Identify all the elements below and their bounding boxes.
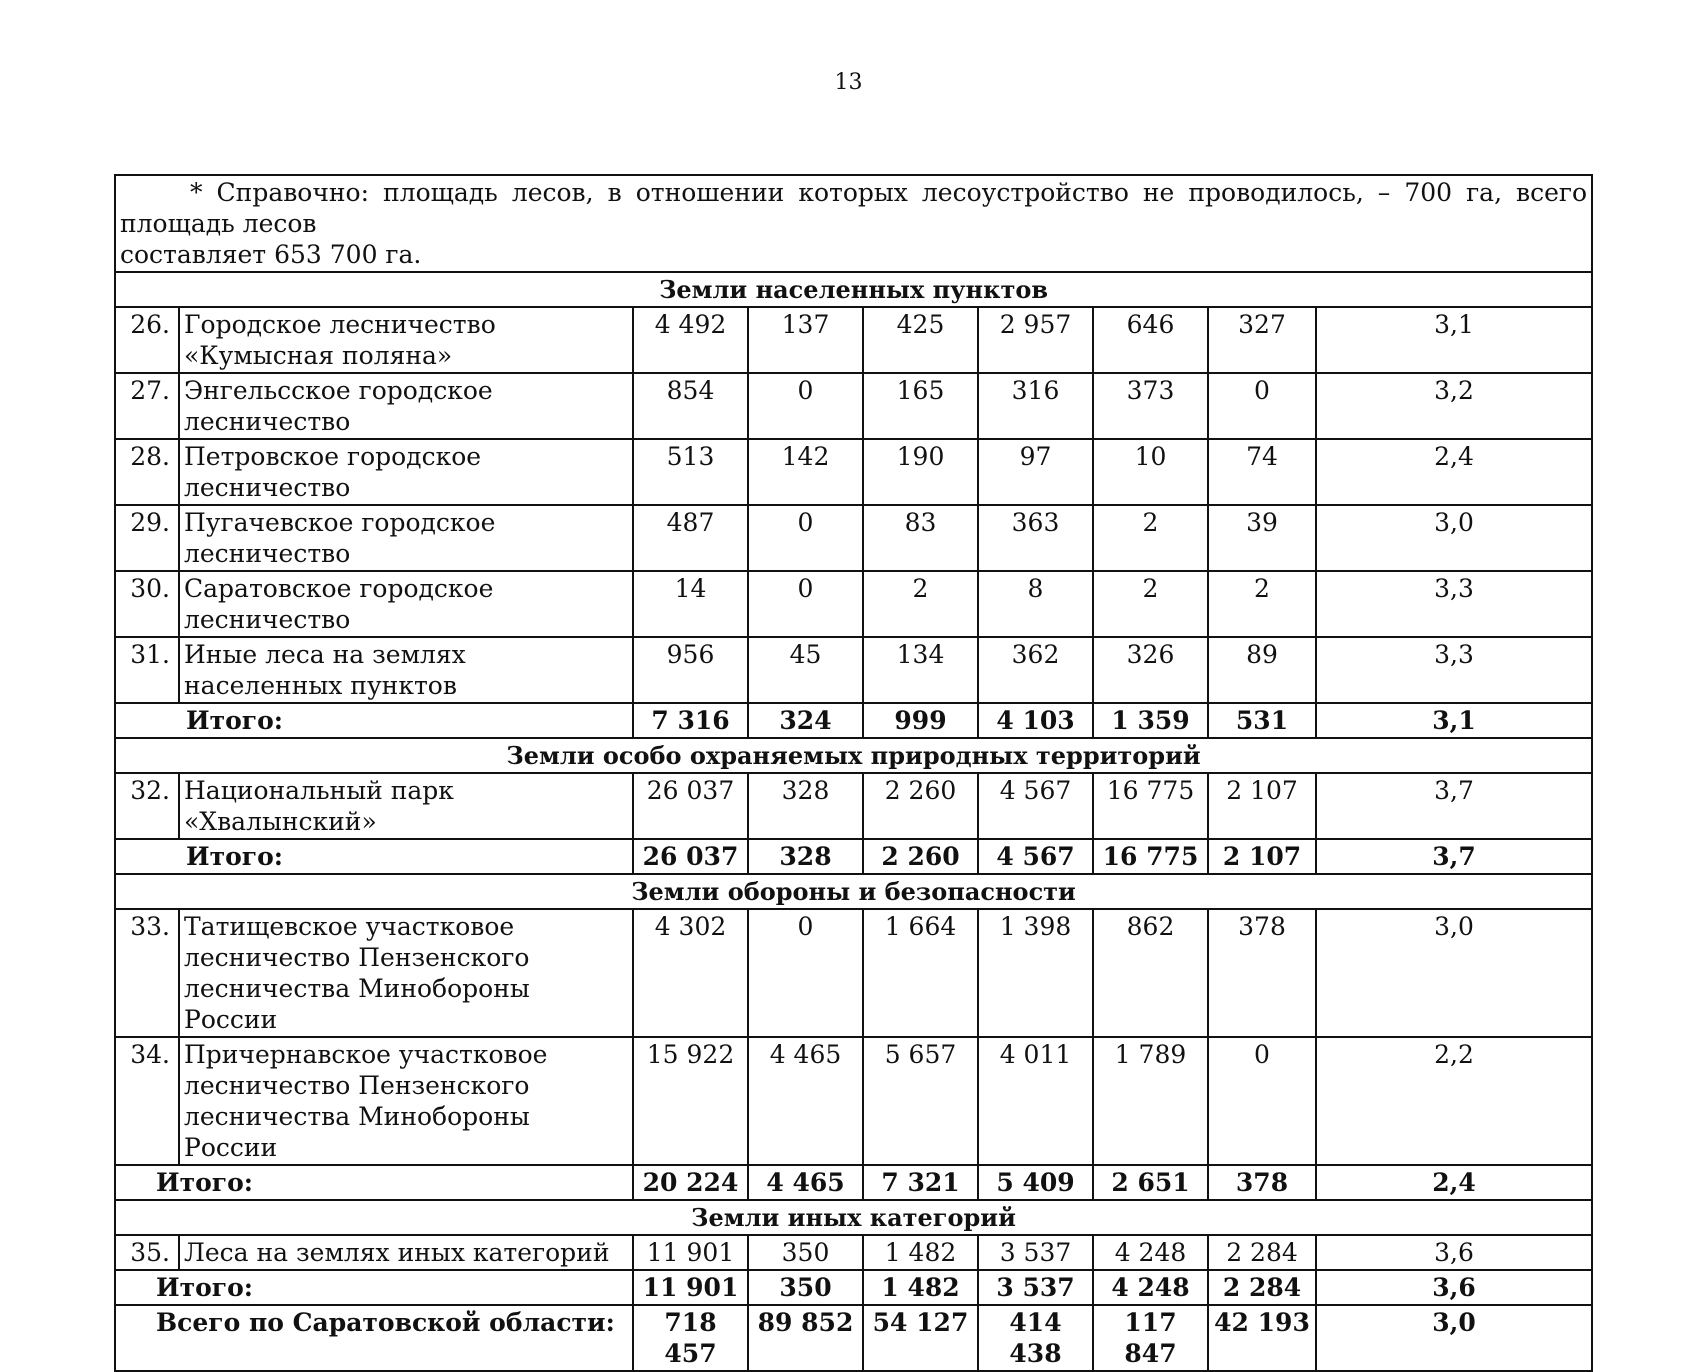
value-cell: 5 657 [863, 1037, 978, 1165]
value-cell: 190 [863, 439, 978, 505]
table-row [115, 307, 1592, 373]
value-cell: 165 [863, 373, 978, 439]
value-cell: 646 [1093, 307, 1208, 373]
page-number: 13 [834, 70, 863, 95]
forest-table [114, 174, 1593, 1372]
total-value: 350 [748, 1270, 863, 1305]
value-cell: 2 107 [1208, 773, 1316, 839]
value-cell: 854 [633, 373, 748, 439]
total-value: 4 465 [748, 1165, 863, 1200]
section-header-row [115, 738, 1592, 773]
forestry-name: Городское лесничество «Кумысная поляна» [179, 307, 633, 373]
value-cell: 11 901 [633, 1235, 748, 1270]
row-number: 31. [115, 637, 179, 703]
total-value: 3,1 [1316, 703, 1592, 738]
row-number: 30. [115, 571, 179, 637]
value-cell: 328 [748, 773, 863, 839]
value-cell: 0 [748, 373, 863, 439]
value-cell: 4 302 [633, 909, 748, 1037]
table-row [115, 505, 1592, 571]
value-cell: 316 [978, 373, 1093, 439]
total-value: 1 482 [863, 1270, 978, 1305]
grand-total-value: 718 457 [633, 1305, 748, 1371]
value-cell: 4 248 [1093, 1235, 1208, 1270]
table-row [115, 909, 1592, 1037]
section-title: Земли иных категорий [115, 1200, 1592, 1235]
value-cell: 8 [978, 571, 1093, 637]
value-cell: 14 [633, 571, 748, 637]
value-cell: 862 [1093, 909, 1208, 1037]
value-cell: 74 [1208, 439, 1316, 505]
total-value: 11 901 [633, 1270, 748, 1305]
value-cell: 0 [748, 909, 863, 1037]
total-value: 2 651 [1093, 1165, 1208, 1200]
value-cell: 4 492 [633, 307, 748, 373]
forestry-name: Леса на землях иных категорий [179, 1235, 633, 1270]
section-header-row [115, 874, 1592, 909]
grand-total-value: 89 852 [748, 1305, 863, 1371]
value-cell: 45 [748, 637, 863, 703]
value-cell: 513 [633, 439, 748, 505]
grand-total-label: Всего по Саратовской области: [115, 1305, 633, 1371]
value-cell: 3,3 [1316, 637, 1592, 703]
value-cell: 3,0 [1316, 505, 1592, 571]
total-value: 328 [748, 839, 863, 874]
value-cell: 39 [1208, 505, 1316, 571]
forestry-name: Причернавское участковое лесничество Пензенского лесничества Минобороны России [179, 1037, 633, 1165]
value-cell: 1 482 [863, 1235, 978, 1270]
table-row [115, 773, 1592, 839]
value-cell: 3,0 [1316, 909, 1592, 1037]
grand-total-value: 54 127 [863, 1305, 978, 1371]
value-cell: 83 [863, 505, 978, 571]
forestry-name: Петровское городское лесничество [179, 439, 633, 505]
section-title: Земли особо охраняемых природных территорий [115, 738, 1592, 773]
table-row [115, 1235, 1592, 1270]
row-number: 29. [115, 505, 179, 571]
total-value: 2 260 [863, 839, 978, 874]
value-cell: 2,2 [1316, 1037, 1592, 1165]
row-number: 26. [115, 307, 179, 373]
value-cell: 1 789 [1093, 1037, 1208, 1165]
value-cell: 142 [748, 439, 863, 505]
total-value: 20 224 [633, 1165, 748, 1200]
forestry-name: Энгельсское городское лесничество [179, 373, 633, 439]
value-cell: 1 664 [863, 909, 978, 1037]
total-value: 4 103 [978, 703, 1093, 738]
total-value: 3,7 [1316, 839, 1592, 874]
forestry-name: Саратовское городское лесничество [179, 571, 633, 637]
value-cell: 16 775 [1093, 773, 1208, 839]
total-value: 3 537 [978, 1270, 1093, 1305]
value-cell: 2 [1208, 571, 1316, 637]
value-cell: 26 037 [633, 773, 748, 839]
table-row [115, 1037, 1592, 1165]
value-cell: 3,6 [1316, 1235, 1592, 1270]
value-cell: 326 [1093, 637, 1208, 703]
grand-total-value: 414 438 [978, 1305, 1093, 1371]
value-cell: 2 957 [978, 307, 1093, 373]
grand-total-value: 42 193 [1208, 1305, 1316, 1371]
value-cell: 350 [748, 1235, 863, 1270]
row-number: 34. [115, 1037, 179, 1165]
value-cell: 378 [1208, 909, 1316, 1037]
total-value: 3,6 [1316, 1270, 1592, 1305]
total-row [115, 1270, 1592, 1305]
value-cell: 3,7 [1316, 773, 1592, 839]
section-title: Земли обороны и безопасности [115, 874, 1592, 909]
value-cell: 3,1 [1316, 307, 1592, 373]
grand-total-row [115, 1305, 1592, 1371]
value-cell: 2,4 [1316, 439, 1592, 505]
total-value: 2 284 [1208, 1270, 1316, 1305]
total-value: 5 409 [978, 1165, 1093, 1200]
value-cell: 3,2 [1316, 373, 1592, 439]
note-row [115, 175, 1592, 272]
total-row [115, 703, 1592, 738]
forestry-name: Иные леса на землях населенных пунктов [179, 637, 633, 703]
total-value: 7 316 [633, 703, 748, 738]
row-number: 35. [115, 1235, 179, 1270]
total-row [115, 1165, 1592, 1200]
row-number: 32. [115, 773, 179, 839]
value-cell: 2 [863, 571, 978, 637]
value-cell: 10 [1093, 439, 1208, 505]
section-header-row [115, 272, 1592, 307]
total-value: 4 248 [1093, 1270, 1208, 1305]
total-label: Итого: [115, 839, 633, 874]
value-cell: 4 567 [978, 773, 1093, 839]
note-line-1: * Справочно: площадь лесов, в отношении которых лесоустройство не проводилось, – 700 га, всего площадь лесов [120, 178, 1588, 238]
value-cell: 956 [633, 637, 748, 703]
table-row [115, 439, 1592, 505]
total-value: 2 107 [1208, 839, 1316, 874]
total-value: 324 [748, 703, 863, 738]
value-cell: 3,3 [1316, 571, 1592, 637]
forestry-name: Пугачевское городское лесничество [179, 505, 633, 571]
value-cell: 97 [978, 439, 1093, 505]
row-number: 27. [115, 373, 179, 439]
total-value: 999 [863, 703, 978, 738]
total-value: 7 321 [863, 1165, 978, 1200]
total-label: Итого: [115, 1165, 633, 1200]
value-cell: 3 537 [978, 1235, 1093, 1270]
note-line-2: составляет 653 700 га. [120, 240, 422, 269]
value-cell: 373 [1093, 373, 1208, 439]
grand-total-value: 3,0 [1316, 1305, 1592, 1371]
total-value: 531 [1208, 703, 1316, 738]
value-cell: 425 [863, 307, 978, 373]
value-cell: 1 398 [978, 909, 1093, 1037]
total-value: 4 567 [978, 839, 1093, 874]
total-row [115, 839, 1592, 874]
value-cell: 2 284 [1208, 1235, 1316, 1270]
row-number: 33. [115, 909, 179, 1037]
section-header-row [115, 1200, 1592, 1235]
total-value: 378 [1208, 1165, 1316, 1200]
value-cell: 0 [1208, 1037, 1316, 1165]
value-cell: 2 260 [863, 773, 978, 839]
note-cell [115, 175, 1592, 272]
total-value: 16 775 [1093, 839, 1208, 874]
table-row [115, 373, 1592, 439]
total-value: 2,4 [1316, 1165, 1592, 1200]
value-cell: 4 011 [978, 1037, 1093, 1165]
value-cell: 134 [863, 637, 978, 703]
value-cell: 0 [748, 571, 863, 637]
value-cell: 487 [633, 505, 748, 571]
value-cell: 89 [1208, 637, 1316, 703]
total-value: 26 037 [633, 839, 748, 874]
row-number: 28. [115, 439, 179, 505]
section-title: Земли населенных пунктов [115, 272, 1592, 307]
value-cell: 4 465 [748, 1037, 863, 1165]
value-cell: 137 [748, 307, 863, 373]
value-cell: 327 [1208, 307, 1316, 373]
table-row [115, 571, 1592, 637]
value-cell: 2 [1093, 571, 1208, 637]
value-cell: 0 [748, 505, 863, 571]
value-cell: 15 922 [633, 1037, 748, 1165]
forestry-name: Национальный парк «Хвалынский» [179, 773, 633, 839]
value-cell: 0 [1208, 373, 1316, 439]
value-cell: 363 [978, 505, 1093, 571]
forestry-name: Татищевское участковое лесничество Пензенского лесничества Минобороны России [179, 909, 633, 1037]
table-row [115, 637, 1592, 703]
value-cell: 2 [1093, 505, 1208, 571]
total-label: Итого: [115, 1270, 633, 1305]
total-label: Итого: [115, 703, 633, 738]
value-cell: 362 [978, 637, 1093, 703]
total-value: 1 359 [1093, 703, 1208, 738]
grand-total-value: 117 847 [1093, 1305, 1208, 1371]
